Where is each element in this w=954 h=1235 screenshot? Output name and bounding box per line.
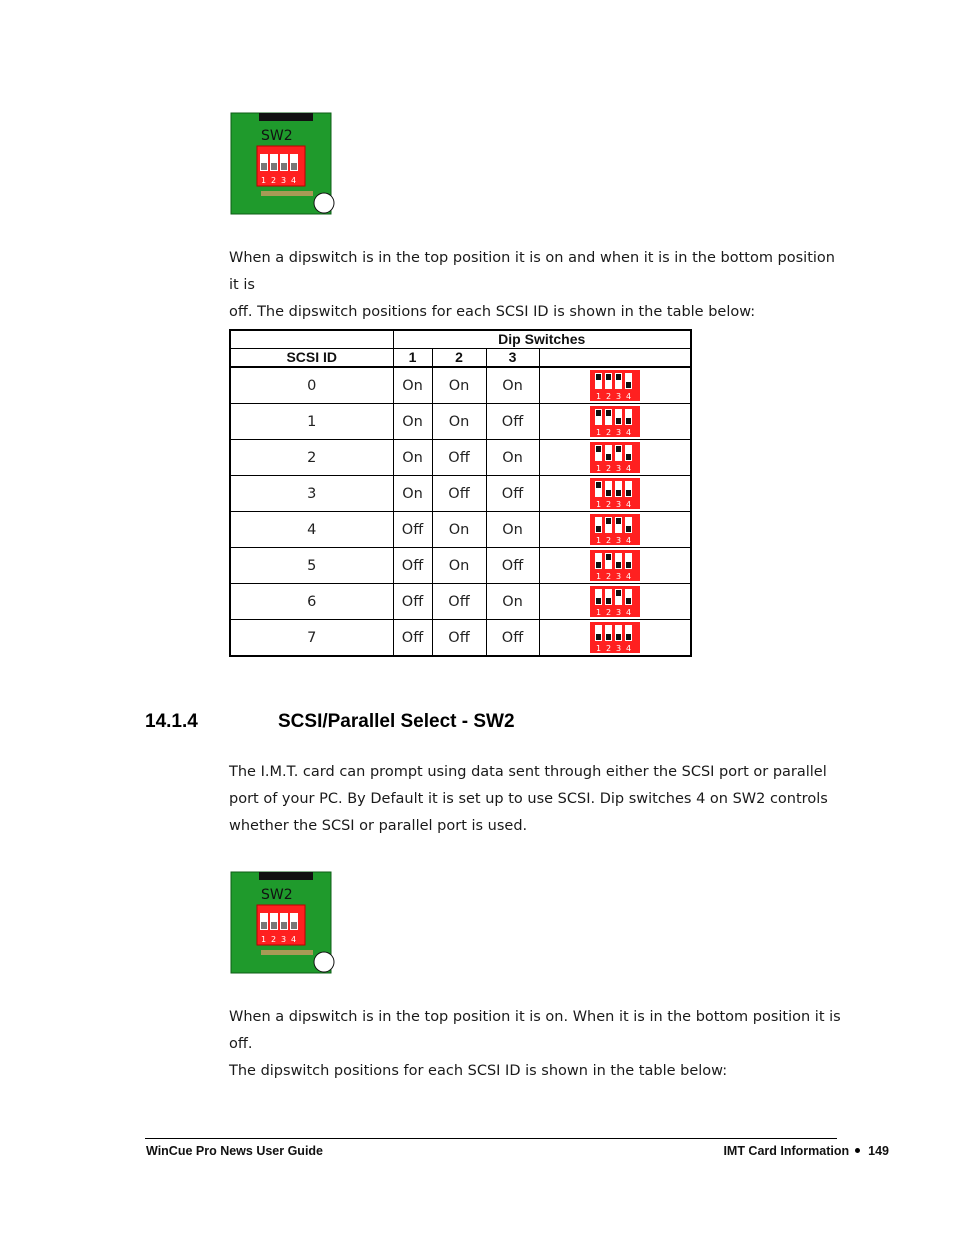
- dipswitch-image-cell: [539, 440, 691, 476]
- switch-lever: [606, 374, 611, 380]
- switch-lever: [596, 562, 601, 568]
- switch-number: 4: [625, 608, 631, 617]
- scsi-id-header: SCSI ID: [230, 349, 393, 368]
- switch-lever: [596, 526, 601, 532]
- switch-number: 2: [605, 392, 611, 401]
- dipswitch-icon: [590, 550, 640, 581]
- table-row: [230, 548, 691, 584]
- switch-number: 1: [595, 392, 601, 401]
- switch-lever: [596, 598, 601, 604]
- switch-lever: [606, 410, 611, 416]
- switch-number: 4: [625, 536, 631, 545]
- board-switch-number: 3: [281, 176, 287, 185]
- switch-number: 3: [615, 536, 621, 545]
- switch-number: 2: [605, 500, 611, 509]
- dipswitch-image-cell: [539, 548, 691, 584]
- switch-number: 3: [615, 428, 621, 437]
- table-row: [230, 367, 691, 404]
- switch-lever: [606, 554, 611, 560]
- switch-1-header: 1: [393, 349, 432, 368]
- switch-number: 3: [615, 608, 621, 617]
- text-line: The dipswitch positions for each SCSI ID is shown in the table below:: [229, 1063, 728, 1079]
- paragraph-scsi-parallel: [229, 759, 849, 840]
- scsi-id-cell: 1: [230, 404, 393, 440]
- footer-section: [723, 1144, 889, 1158]
- switch-lever: [606, 634, 611, 640]
- switch-number: 3: [615, 392, 621, 401]
- dipswitch-image-cell: [539, 367, 691, 404]
- dipswitch-image-cell: [539, 404, 691, 440]
- switch-lever: [616, 446, 621, 452]
- switch-number: 3: [615, 500, 621, 509]
- switch-1-cell: Off: [393, 620, 432, 657]
- switch-lever: [606, 454, 611, 460]
- text-line: whether the SCSI or parallel port is used.: [229, 818, 528, 834]
- scsi-id-cell: 5: [230, 548, 393, 584]
- switch-number: 3: [615, 464, 621, 473]
- switch-number: 1: [595, 536, 601, 545]
- dipswitch-icon: [590, 406, 640, 437]
- switch-number: 3: [615, 644, 621, 653]
- switch-number: 3: [615, 572, 621, 581]
- switch-lever: [616, 562, 621, 568]
- switch-number: 1: [595, 500, 601, 509]
- switch-image-header: [539, 349, 691, 368]
- dipswitch-icon: [590, 370, 640, 401]
- scsi-id-cell: 0: [230, 367, 393, 404]
- board-switch-number: 4: [291, 176, 297, 185]
- switch-2-cell: Off: [432, 584, 486, 620]
- switch-2-cell: On: [432, 512, 486, 548]
- scsi-id-dipswitch-table: [229, 329, 692, 657]
- switch-2-cell: On: [432, 548, 486, 584]
- switch-lever: [616, 590, 621, 596]
- dip-switches-header: Dip Switches: [393, 330, 691, 349]
- switch-number: 2: [605, 536, 611, 545]
- switch-lever: [626, 418, 631, 424]
- switch-2-cell: On: [432, 404, 486, 440]
- switch-number: 4: [625, 428, 631, 437]
- page-number: 149: [868, 1144, 889, 1158]
- footer-section-title: IMT Card Information: [723, 1144, 850, 1158]
- dipswitch-icon: [590, 622, 640, 653]
- switch-number: 1: [595, 644, 601, 653]
- switch-number: 4: [625, 464, 631, 473]
- switch-number: 4: [625, 572, 631, 581]
- switch-lever: [626, 598, 631, 604]
- section-title: SCSI/Parallel Select - SW2: [278, 711, 515, 732]
- switch-1-cell: On: [393, 367, 432, 404]
- switch-3-cell: Off: [486, 404, 539, 440]
- switch-number: 4: [625, 392, 631, 401]
- switch-number: 2: [605, 644, 611, 653]
- switch-1-cell: On: [393, 476, 432, 512]
- dipswitch-icon: [590, 478, 640, 509]
- text-line: When a dipswitch is in the top position it is on and when it is in the bottom position it is: [229, 250, 835, 293]
- bullet-icon: [855, 1148, 860, 1153]
- scsi-id-cell: 4: [230, 512, 393, 548]
- switch-number: 1: [595, 428, 601, 437]
- switch-number: 2: [605, 428, 611, 437]
- table-row: [230, 512, 691, 548]
- table-row: [230, 584, 691, 620]
- switch-lever: [616, 518, 621, 524]
- switch-3-cell: Off: [486, 476, 539, 512]
- board-switch-number: 1: [261, 176, 267, 185]
- board-switch-number: 1: [261, 935, 267, 944]
- switch-lever: [626, 562, 631, 568]
- switch-number: 4: [625, 500, 631, 509]
- switch-lever: [626, 526, 631, 532]
- scsi-id-cell: 3: [230, 476, 393, 512]
- switch-lever: [606, 490, 611, 496]
- switch-3-cell: On: [486, 512, 539, 548]
- board-switch-number: 3: [281, 935, 287, 944]
- table-row: [230, 620, 691, 657]
- switch-number: 2: [605, 464, 611, 473]
- switch-2-cell: Off: [432, 476, 486, 512]
- switch-lever: [626, 382, 631, 388]
- table-row: [230, 404, 691, 440]
- switch-2-cell: Off: [432, 440, 486, 476]
- board-sw2-label: SW2: [261, 887, 293, 903]
- switch-3-cell: Off: [486, 620, 539, 657]
- text-line: The I.M.T. card can prompt using data sent through either the SCSI port or parallel: [229, 764, 827, 780]
- scsi-id-cell: 6: [230, 584, 393, 620]
- dipswitch-icon: [590, 442, 640, 473]
- switch-1-cell: Off: [393, 548, 432, 584]
- switch-1-cell: On: [393, 404, 432, 440]
- switch-1-cell: Off: [393, 512, 432, 548]
- switch-3-header: 3: [486, 349, 539, 368]
- switch-lever: [596, 446, 601, 452]
- switch-lever: [626, 490, 631, 496]
- switch-3-cell: On: [486, 440, 539, 476]
- table-row: [230, 476, 691, 512]
- paragraph-dipswitch-positions: [229, 1004, 849, 1085]
- switch-number: 1: [595, 572, 601, 581]
- switch-lever: [626, 634, 631, 640]
- sw2-board-image: [229, 871, 335, 975]
- board-switch-number: 2: [271, 935, 277, 944]
- switch-number: 4: [625, 644, 631, 653]
- footer-divider: [145, 1138, 837, 1139]
- dipswitch-image-cell: [539, 620, 691, 657]
- switch-1-cell: On: [393, 440, 432, 476]
- switch-lever: [616, 490, 621, 496]
- text-line: When a dipswitch is in the top position it is on. When it is in the bottom position it is off.: [229, 1009, 841, 1052]
- dipswitch-image-cell: [539, 476, 691, 512]
- sw2-board-image: [229, 112, 335, 216]
- scsi-id-cell: 7: [230, 620, 393, 657]
- switch-number: 1: [595, 464, 601, 473]
- switch-lever: [616, 634, 621, 640]
- scsi-id-cell: 2: [230, 440, 393, 476]
- switch-3-cell: On: [486, 584, 539, 620]
- switch-number: 2: [605, 572, 611, 581]
- switch-number: 1: [595, 608, 601, 617]
- switch-2-header: 2: [432, 349, 486, 368]
- paragraph-dipswitch-intro: [229, 245, 849, 326]
- dipswitch-image-cell: [539, 512, 691, 548]
- switch-lever: [616, 418, 621, 424]
- switch-number: 2: [605, 608, 611, 617]
- switch-lever: [606, 598, 611, 604]
- switch-lever: [596, 482, 601, 488]
- switch-lever: [596, 410, 601, 416]
- table-row: [230, 440, 691, 476]
- dipswitch-image-cell: [539, 584, 691, 620]
- board-switch-number: 2: [271, 176, 277, 185]
- switch-2-cell: On: [432, 367, 486, 404]
- section-number: 14.1.4: [145, 711, 198, 732]
- text-line: off. The dipswitch positions for each SCSI ID is shown in the table below:: [229, 304, 756, 320]
- switch-lever: [626, 454, 631, 460]
- board-sw2-label: SW2: [261, 128, 293, 144]
- switch-3-cell: Off: [486, 548, 539, 584]
- switch-3-cell: On: [486, 367, 539, 404]
- dipswitch-icon: [590, 514, 640, 545]
- board-switch-number: 4: [291, 935, 297, 944]
- footer-guide-title: WinCue Pro News User Guide: [146, 1144, 324, 1158]
- switch-2-cell: Off: [432, 620, 486, 657]
- dipswitch-icon: [590, 586, 640, 617]
- switch-lever: [596, 634, 601, 640]
- text-line: port of your PC. By Default it is set up to use SCSI. Dip switches 4 on SW2 controls: [229, 791, 828, 807]
- switch-lever: [616, 374, 621, 380]
- switch-1-cell: Off: [393, 584, 432, 620]
- switch-lever: [606, 518, 611, 524]
- switch-lever: [596, 374, 601, 380]
